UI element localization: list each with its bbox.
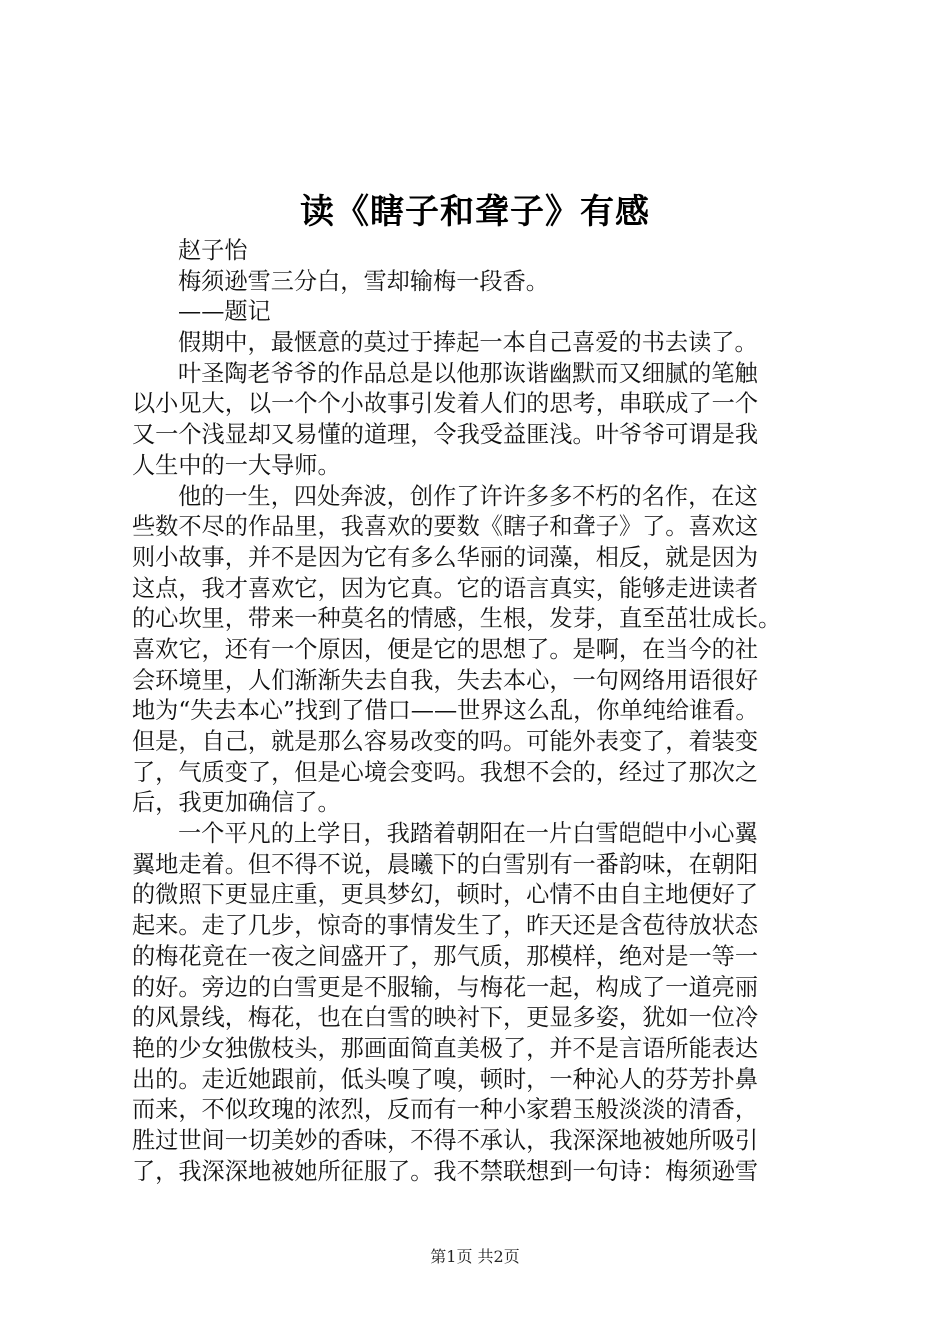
text-line: 胜过世间一切美妙的香味，不得不承认，我深深地被她所吸引 <box>132 1126 759 1154</box>
text-line: 赵子怡 <box>178 237 248 264</box>
text-line: 出的。走近她跟前，低头嗅了嗅，顿时，一种沁人的芬芳扑鼻 <box>132 1065 759 1093</box>
text-line: 些数不尽的作品里，我喜欢的要数《瞎子和聋子》了。喜欢这 <box>132 513 759 541</box>
text-line: 则小故事，并不是因为它有多么华丽的词藻，相反，就是因为 <box>132 543 759 571</box>
text-line: 一个平凡的上学日，我踏着朝阳在一片白雪皑皑中小心翼 <box>178 820 758 848</box>
text-line: 后，我更加确信了。 <box>132 789 341 817</box>
page-footer: 第1页 共2页 <box>430 1247 520 1266</box>
text-line: 人生中的一大导师。 <box>132 451 341 479</box>
text-line: 了，我深深地被她所征服了。我不禁联想到一句诗：梅须逊雪 <box>132 1157 759 1185</box>
text-line: 的风景线，梅花，也在白雪的映衬下，更显多姿，犹如一位冷 <box>132 1004 759 1032</box>
text-line: 以小见大，以一个个小故事引发着人们的思考，串联成了一个 <box>132 390 759 418</box>
text-line: 起来。走了几步，惊奇的事情发生了，昨天还是含苞待放状态 <box>132 912 759 940</box>
text-line: 但是，自己，就是那么容易改变的吗。可能外表变了，着装变 <box>132 728 759 755</box>
text-line: 叶圣陶老爷爷的作品总是以他那诙谐幽默而又细腻的笔触 <box>178 359 758 387</box>
text-line: 翼地走着。但不得不说，晨曦下的白雪别有一番韵味，在朝阳 <box>132 850 759 878</box>
text-line: 的梅花竟在一夜之间盛开了，那气质，那模样，绝对是一等一 <box>132 942 759 970</box>
text-line: 艳的少女独傲枝头，那画面简直美极了，并不是言语所能表达 <box>132 1034 759 1062</box>
text-line: 了，气质变了，但是心境会变吗。我想不会的，经过了那次之 <box>132 758 759 786</box>
text-line: 假期中，最惬意的莫过于捧起一本自己喜爱的书去读了。 <box>178 329 758 357</box>
text-line: 这点，我才喜欢它，因为它真。它的语言真实，能够走进读者 <box>132 574 759 602</box>
text-line: 喜欢它，还有一个原因，便是它的思想了。是啊，在当今的社 <box>132 635 759 663</box>
text-line: 而来，不似玫瑰的浓烈，反而有一种小家碧玉般淡淡的清香， <box>132 1096 759 1124</box>
text-line: ——题记 <box>178 298 271 326</box>
text-line: 的微照下更显庄重，更具梦幻，顿时，心情不由自主地便好了 <box>132 881 759 909</box>
text-line: 又一个浅显却又易懂的道理，令我受益匪浅。叶爷爷可谓是我 <box>132 421 759 449</box>
text-line: 他的一生，四处奔波，创作了许许多多不朽的名作，在这 <box>178 482 758 510</box>
document-title: 读《瞎子和聋子》有感 <box>300 192 650 232</box>
text-line: 梅须逊雪三分白，雪却输梅一段香。 <box>178 267 549 295</box>
document-body <box>132 236 832 1187</box>
text-line: 会环境里，人们渐渐失去自我，失去本心，一句网络用语很好 <box>132 666 759 694</box>
text-line: 的好。旁边的白雪更是不服输，与梅花一起，构成了一道亮丽 <box>132 973 759 1001</box>
text-line: 的心坎里，带来一种莫名的情感，生根，发芽，直至茁壮成长。 <box>132 605 782 633</box>
text-line: 地为“失去本心”找到了借口——世界这么乱，你单纯给谁看。 <box>132 697 759 725</box>
